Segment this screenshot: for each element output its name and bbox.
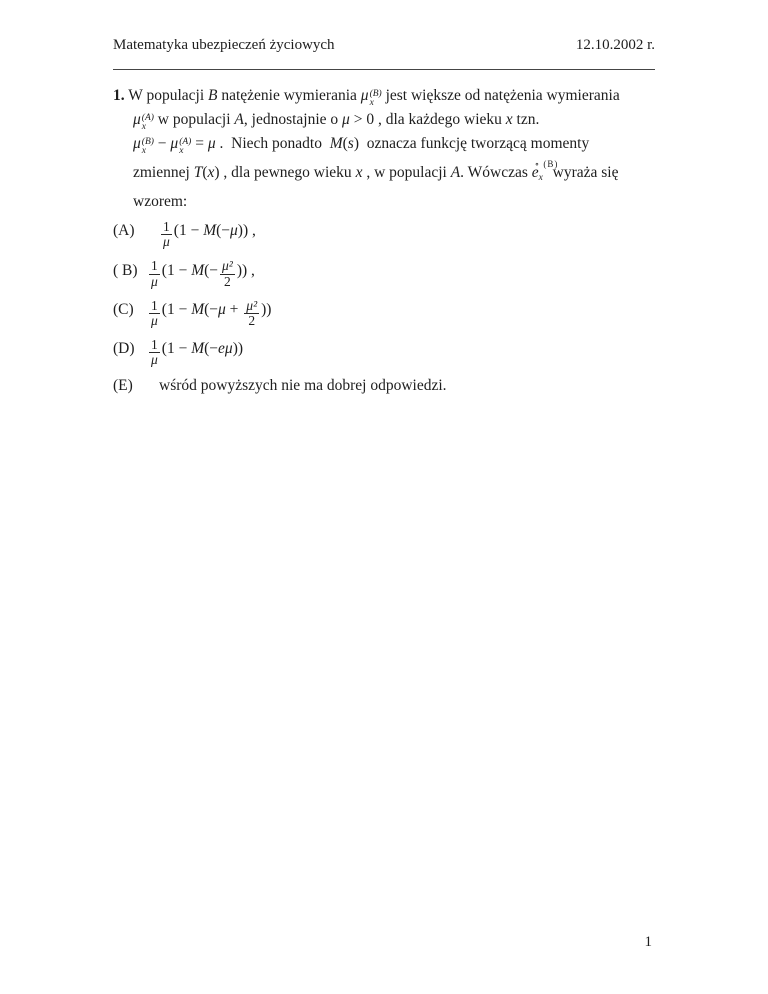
text-token: natężenie wymierania	[217, 87, 361, 104]
text-token: T	[193, 164, 203, 181]
text-token: M	[191, 340, 205, 358]
text-token: x	[207, 164, 215, 181]
text-token: w populacji	[153, 111, 235, 128]
answer-option-label: (A)	[113, 222, 135, 240]
text-token: x	[355, 164, 363, 181]
text-token: (1 −	[161, 300, 192, 318]
question-block	[113, 84, 661, 395]
text-token: x	[505, 111, 513, 128]
text-token: =	[191, 135, 208, 152]
answer-option-D	[113, 338, 661, 367]
answer-option-C	[113, 299, 661, 328]
text-token: )) ,	[237, 222, 256, 240]
fraction-numerator: 1	[163, 219, 170, 234]
scripted-variable	[361, 84, 382, 108]
page-header	[113, 37, 655, 54]
fraction	[149, 299, 160, 328]
text-token: jest większe od natężenia wymierania	[381, 87, 620, 104]
variable-subscript: x	[538, 173, 543, 183]
text-token: A	[450, 164, 461, 181]
question-line-3	[113, 132, 661, 156]
answer-option-B	[113, 259, 661, 288]
text-token: tzn.	[512, 111, 540, 128]
text-token: )) ,	[236, 261, 255, 279]
fraction-denominator: μ	[151, 273, 158, 289]
text-token: (−	[204, 340, 219, 358]
header-date: 12.10.2002 r.	[575, 37, 655, 53]
ring-accent-variable	[531, 159, 559, 190]
page-number: 1	[644, 934, 652, 950]
text-token: ) , dla pewnego wieku	[214, 164, 356, 181]
fraction	[161, 220, 172, 249]
text-token: +	[225, 300, 243, 318]
variable-subscript: x	[141, 122, 146, 132]
answer-option-formula	[159, 219, 256, 250]
text-token: . Niech ponadto	[215, 135, 330, 152]
answer-option-label: (D)	[113, 340, 135, 358]
fraction-numerator: 1	[151, 297, 158, 313]
header-divider	[113, 69, 655, 70]
fraction	[149, 338, 160, 367]
text-token: μ	[207, 135, 216, 152]
answer-option-label: ( B)	[113, 261, 138, 279]
text-token: (1 −	[161, 261, 192, 279]
text-token: M	[203, 222, 217, 240]
question-text	[113, 84, 661, 213]
fraction-numerator: 1	[151, 258, 158, 274]
scripted-variable	[133, 108, 154, 132]
text-token: −	[153, 135, 171, 152]
text-token: M	[191, 300, 205, 318]
text-token: A	[234, 111, 244, 128]
variable-base: μ	[133, 135, 141, 152]
variable-base: μ	[170, 135, 179, 152]
question-line-4	[113, 156, 661, 190]
question-line-2	[113, 108, 661, 132]
variable-base: e	[531, 164, 539, 181]
answer-option-label: (E)	[113, 377, 133, 395]
variable-subscript: x	[179, 146, 184, 156]
text-token: wzorem:	[133, 193, 188, 210]
variable-base: μ	[133, 111, 141, 128]
header-title: Matematyka ubezpieczeń życiowych	[113, 37, 335, 53]
answer-option-A	[113, 220, 661, 249]
fraction-numerator: μ²	[222, 258, 233, 274]
variable-scripts	[142, 138, 154, 156]
answer-option-formula	[147, 297, 272, 328]
text-token: (−	[204, 300, 219, 318]
text-token: > 0 , dla każdego wieku	[349, 111, 506, 128]
text-token: (	[342, 135, 348, 152]
answer-option-formula	[147, 258, 255, 289]
fraction	[244, 299, 259, 328]
answer-option-label: (C)	[113, 300, 134, 318]
variable-scripts	[370, 90, 382, 108]
ring-accent-superscript: ∘ (B)	[534, 159, 559, 169]
text-token: s	[347, 135, 354, 152]
text-token: ))	[261, 300, 272, 318]
text-token: (	[202, 164, 208, 181]
text-token: ) oznacza funkcję tworzącą momenty	[353, 135, 590, 152]
text-token: μ	[218, 300, 226, 318]
fraction-numerator: 1	[151, 337, 158, 353]
variable-subscript: x	[369, 98, 374, 108]
variable-scripts	[179, 138, 191, 156]
fraction-denominator: μ	[151, 312, 158, 328]
text-token: (1 −	[173, 222, 204, 240]
text-token: 1.	[113, 87, 125, 104]
question-line-1	[113, 84, 661, 108]
text-token: wyraża się	[544, 164, 619, 181]
answer-option-E	[113, 377, 661, 395]
answer-options	[113, 220, 661, 395]
variable-subscript: x	[141, 146, 146, 156]
text-token: eμ	[218, 340, 233, 358]
text-token: zmiennej	[133, 164, 194, 181]
scripted-variable	[133, 132, 154, 156]
fraction	[220, 259, 235, 288]
text-token: M	[191, 261, 205, 279]
text-token: μ	[342, 111, 350, 128]
question-line-5	[113, 190, 661, 213]
text-token: , w populacji	[362, 164, 451, 181]
fraction-denominator: 2	[244, 313, 259, 328]
variable-superscript: (B)	[141, 137, 154, 147]
fraction	[149, 259, 160, 288]
fraction-denominator: μ	[151, 352, 158, 368]
text-token: (−	[204, 261, 219, 279]
answer-option-formula	[147, 337, 244, 368]
variable-superscript: (A)	[141, 113, 154, 123]
text-token: ))	[232, 340, 244, 358]
scripted-variable	[170, 132, 191, 156]
answer-option-formula	[159, 377, 447, 394]
fraction-numerator: μ²	[246, 297, 258, 313]
variable-superscript: (A)	[179, 137, 192, 147]
text-token: M	[329, 135, 343, 152]
fraction-denominator: μ	[163, 234, 170, 250]
variable-base: μ	[360, 87, 369, 104]
text-token: B	[208, 87, 218, 104]
text-token: μ	[230, 222, 238, 240]
text-token: (−	[216, 222, 231, 240]
fraction-denominator: 2	[220, 274, 235, 289]
text-token: W populacji	[124, 87, 208, 104]
variable-superscript: (B)	[369, 89, 382, 99]
text-token: wśród powyższych nie ma dobrej odpowiedzi.	[159, 377, 447, 395]
variable-scripts	[142, 114, 154, 132]
text-token: , jednostajnie o	[243, 111, 343, 128]
text-token: (1 −	[161, 340, 192, 358]
text-token: . Wówczas	[460, 164, 532, 181]
